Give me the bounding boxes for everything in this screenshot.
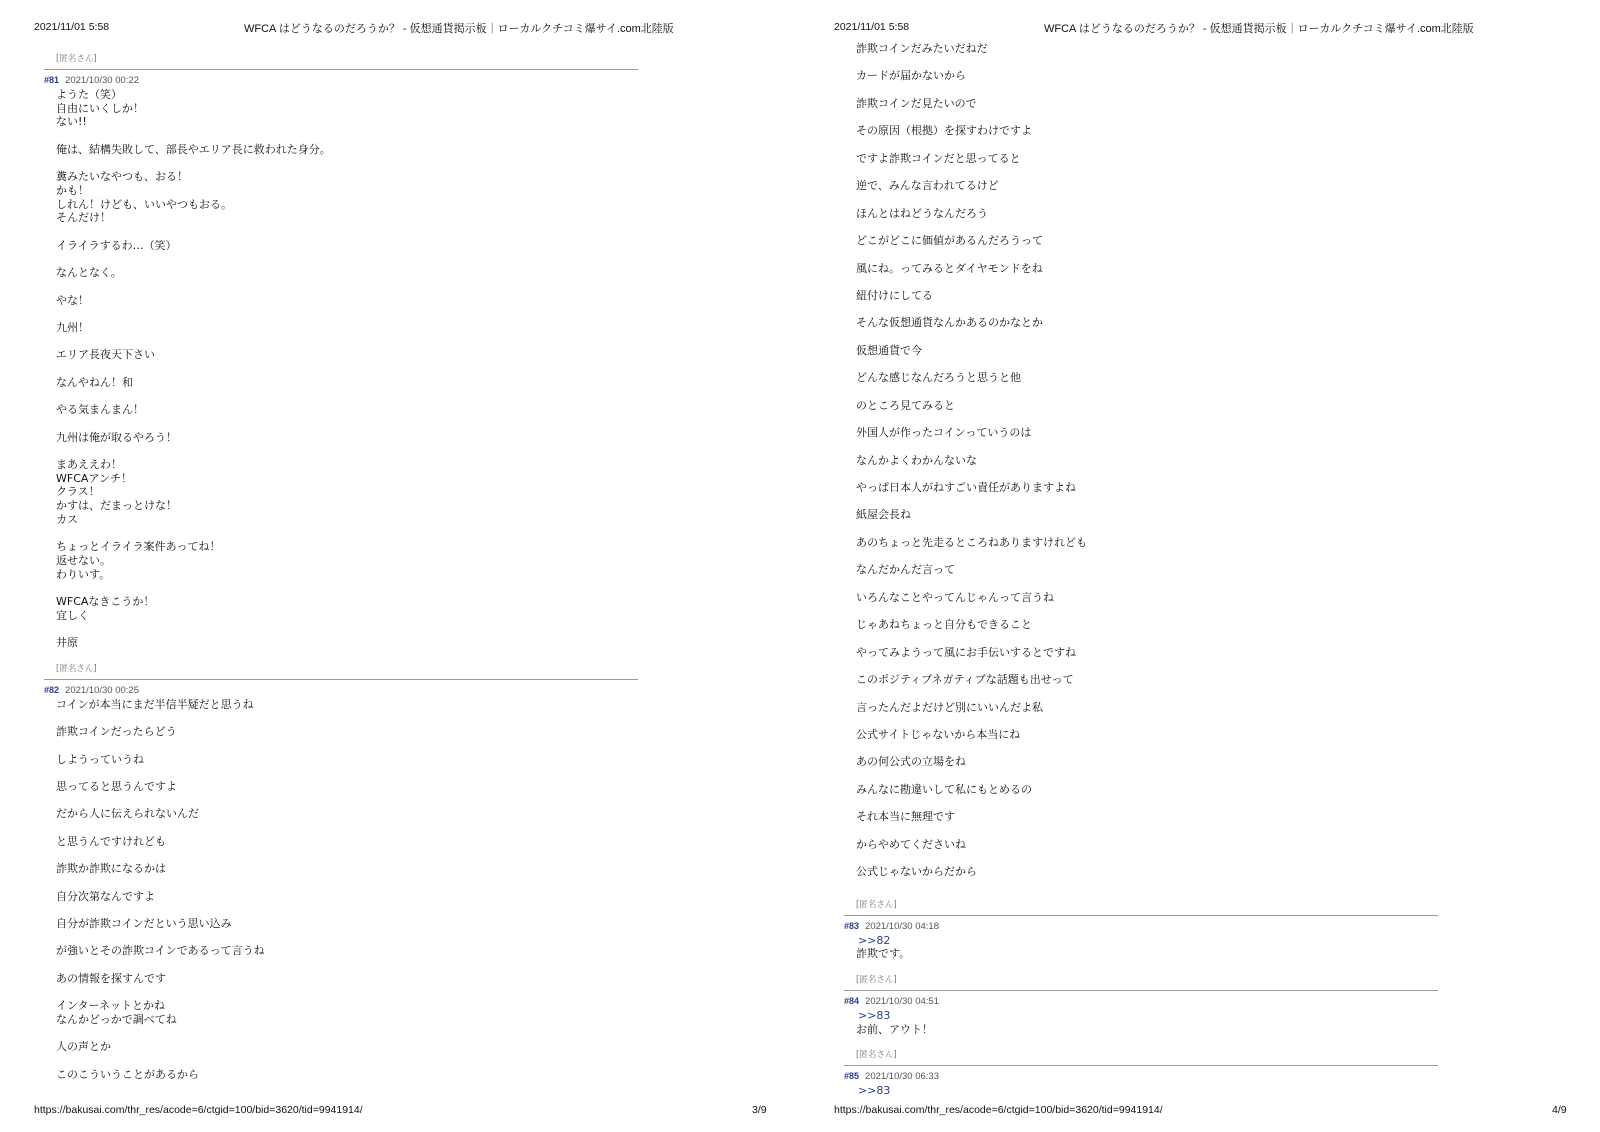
post-number-link[interactable]: #82 [44, 684, 60, 695]
post-number-link[interactable]: #81 [44, 75, 60, 85]
thread-body [0, 40, 800, 1082]
post-line: どんな感じなんだろうと思うと他 [856, 371, 1021, 385]
post-body: 詐欺です。 [856, 947, 911, 961]
reply-anchor-link[interactable]: >>82 [858, 933, 891, 947]
post-line: なんかよくわかんないな [856, 453, 977, 467]
post-content [856, 934, 1600, 961]
post-line: いろんなことやってんじゃんって言うね [856, 590, 1054, 604]
post-divider [844, 915, 1438, 916]
post-meta [844, 995, 1600, 1008]
print-title: WFCA はどうなるのだろうか？ - 仮想通貨掲示板｜ローカルクチコミ爆サイ.com北陸版 [1044, 23, 1474, 35]
post-meta [44, 74, 800, 87]
post-line: 詐欺コインだみたいだねだ [856, 42, 988, 55]
post-divider [44, 69, 638, 70]
post-line: 仮想通貨で今 [856, 343, 922, 357]
post-number-link[interactable]: #83 [844, 920, 860, 931]
post-date: 2021/10/30 04:51 [865, 995, 939, 1007]
post-date: 2021/10/30 06:33 [865, 1071, 939, 1083]
post-line: どこがどこに価値があるんだろうって [856, 234, 1043, 248]
post-line: ですよ詐欺コインだと思ってると [856, 151, 1021, 165]
post-line: やっぱ日本人がねすごい責任がありますよね [856, 481, 1076, 494]
post-line: それ本当に無理です [856, 810, 955, 824]
post-body: お前、アウト！ [856, 1022, 933, 1036]
post-body: コインが本当にまだ半信半疑だと思うね 詐欺コインだったらどう しようっていうね 思ってると思うんですよ だから人に伝えられないんだ と思うんですけれども 詐欺か詐欺になるかは 自分次第なんですよ 自分が詐欺コインだという思い込み が強いとその詐欺コインであるって言うね あの情報を探すんです インターネットとかね なんかどっかで調べてね 人の声とか このこういうことがあるから [56, 697, 265, 1081]
reply-anchor-link[interactable]: >>83 [858, 1008, 891, 1022]
print-title: WFCA はどうなるのだろうか？ - 仮想通貨掲示板｜ローカルクチコミ爆サイ.com北陸版 [244, 23, 674, 35]
post-line: ほんとはねどうなんだろう [856, 206, 988, 220]
print-date: 2021/11/01 5:58 [34, 21, 110, 33]
print-url: https://bakusai.com/thr_res/acode=6/ctgid=100/bid=3620/tid=9941914/ [34, 1104, 363, 1116]
page-number: 3/9 [752, 1104, 767, 1116]
poster-name: [匿名さん] [856, 974, 897, 985]
post-line: 公式じゃないからだから [856, 865, 977, 879]
post-number-link[interactable]: #84 [844, 995, 860, 1006]
post-line: あの何公式の立場をね [856, 755, 966, 769]
post-line: からやめてくださいね [856, 837, 966, 851]
print-date: 2021/11/01 5:58 [834, 21, 910, 33]
post-line: なんだかんだ言って [856, 563, 955, 577]
post-line: その原因（根拠）を探すわけですよ [856, 124, 1032, 138]
post-line: 風にね。ってみるとダイヤモンドをね [856, 261, 1043, 275]
post-line: 外国人が作ったコインっていうのは [856, 426, 1032, 440]
post-line: のところ見てみると [856, 398, 955, 412]
post-line: このポジティブネガティブな話題も出せって [856, 673, 1074, 687]
print-url: https://bakusai.com/thr_res/acode=6/ctgid=100/bid=3620/tid=9941914/ [834, 1104, 1163, 1116]
poster-name: [匿名さん] [56, 54, 97, 64]
post-date: 2021/10/30 04:18 [865, 920, 939, 932]
post-line: じゃあねちょっと自分もできること [856, 618, 1032, 632]
post-body-continued [856, 35, 1600, 886]
poster-name: [匿名さん] [856, 1050, 897, 1061]
post-number-link[interactable]: #85 [844, 1071, 860, 1082]
post-line: 詐欺コインだ見たいので [856, 96, 977, 110]
poster-name: [匿名さん] [56, 663, 97, 674]
post-line: 公式サイトじゃないから本当にね [856, 727, 1021, 741]
post-date: 2021/10/30 00:25 [65, 684, 139, 696]
pdf-page-4 [800, 0, 1600, 1132]
page-number: 4/9 [1552, 1104, 1567, 1116]
post-line: あのちょっと先走るところねありますけれども [856, 535, 1087, 549]
thread-body [800, 34, 1600, 1098]
post-line: 紐付けにしてる [856, 288, 933, 302]
post-line: 逆で、みんな言われてるけど [856, 179, 999, 193]
reply-anchor-link[interactable]: >>83 [858, 1084, 891, 1098]
post-content [856, 1009, 1600, 1036]
post-meta [844, 1070, 1600, 1083]
poster-name: [匿名さん] [856, 899, 897, 910]
post-body: ようた（笑） 自由にいくしか！ ない!! 俺は、結構失敗して、部長やエリア長に救われた身分。 糞みたいなやつも、おる！ かも！ しれん！けども、いいやつもおる。 そんだけ！ イライラするわ…（笑） なんとなく。 やな！ 九州！ エリア長夜天下さい なんやねん！和 やる気まんまん！ 九州は俺が取るやろう！ まあええわ！ WFCAアンチ！ クラス！ かすは、だまっとけな！ カス ちょっとイライラ案件あってね！ 返せない。 わりいす。 WFCAなきこうか！ 宜しく 井原 [56, 88, 331, 650]
post-line: 紙屋会長ね [856, 508, 911, 522]
post-meta [844, 920, 1600, 933]
post-line: やってみようって風にお手伝いするとですね [856, 645, 1076, 659]
post-line: そんな仮想通貨なんかあるのかなとか [856, 316, 1043, 330]
post-divider [844, 1065, 1438, 1066]
post-date: 2021/10/30 00:22 [65, 75, 139, 86]
post-line: 言ったんだよだけど別にいいんだよ私 [856, 700, 1043, 714]
post-meta [44, 684, 800, 697]
post-divider [844, 990, 1438, 991]
post-content [856, 1084, 1600, 1098]
post-line: みんなに勘違いして私にもとめるの [856, 782, 1032, 796]
post-line: カードが届かないから [856, 69, 966, 83]
post-divider [44, 679, 638, 680]
